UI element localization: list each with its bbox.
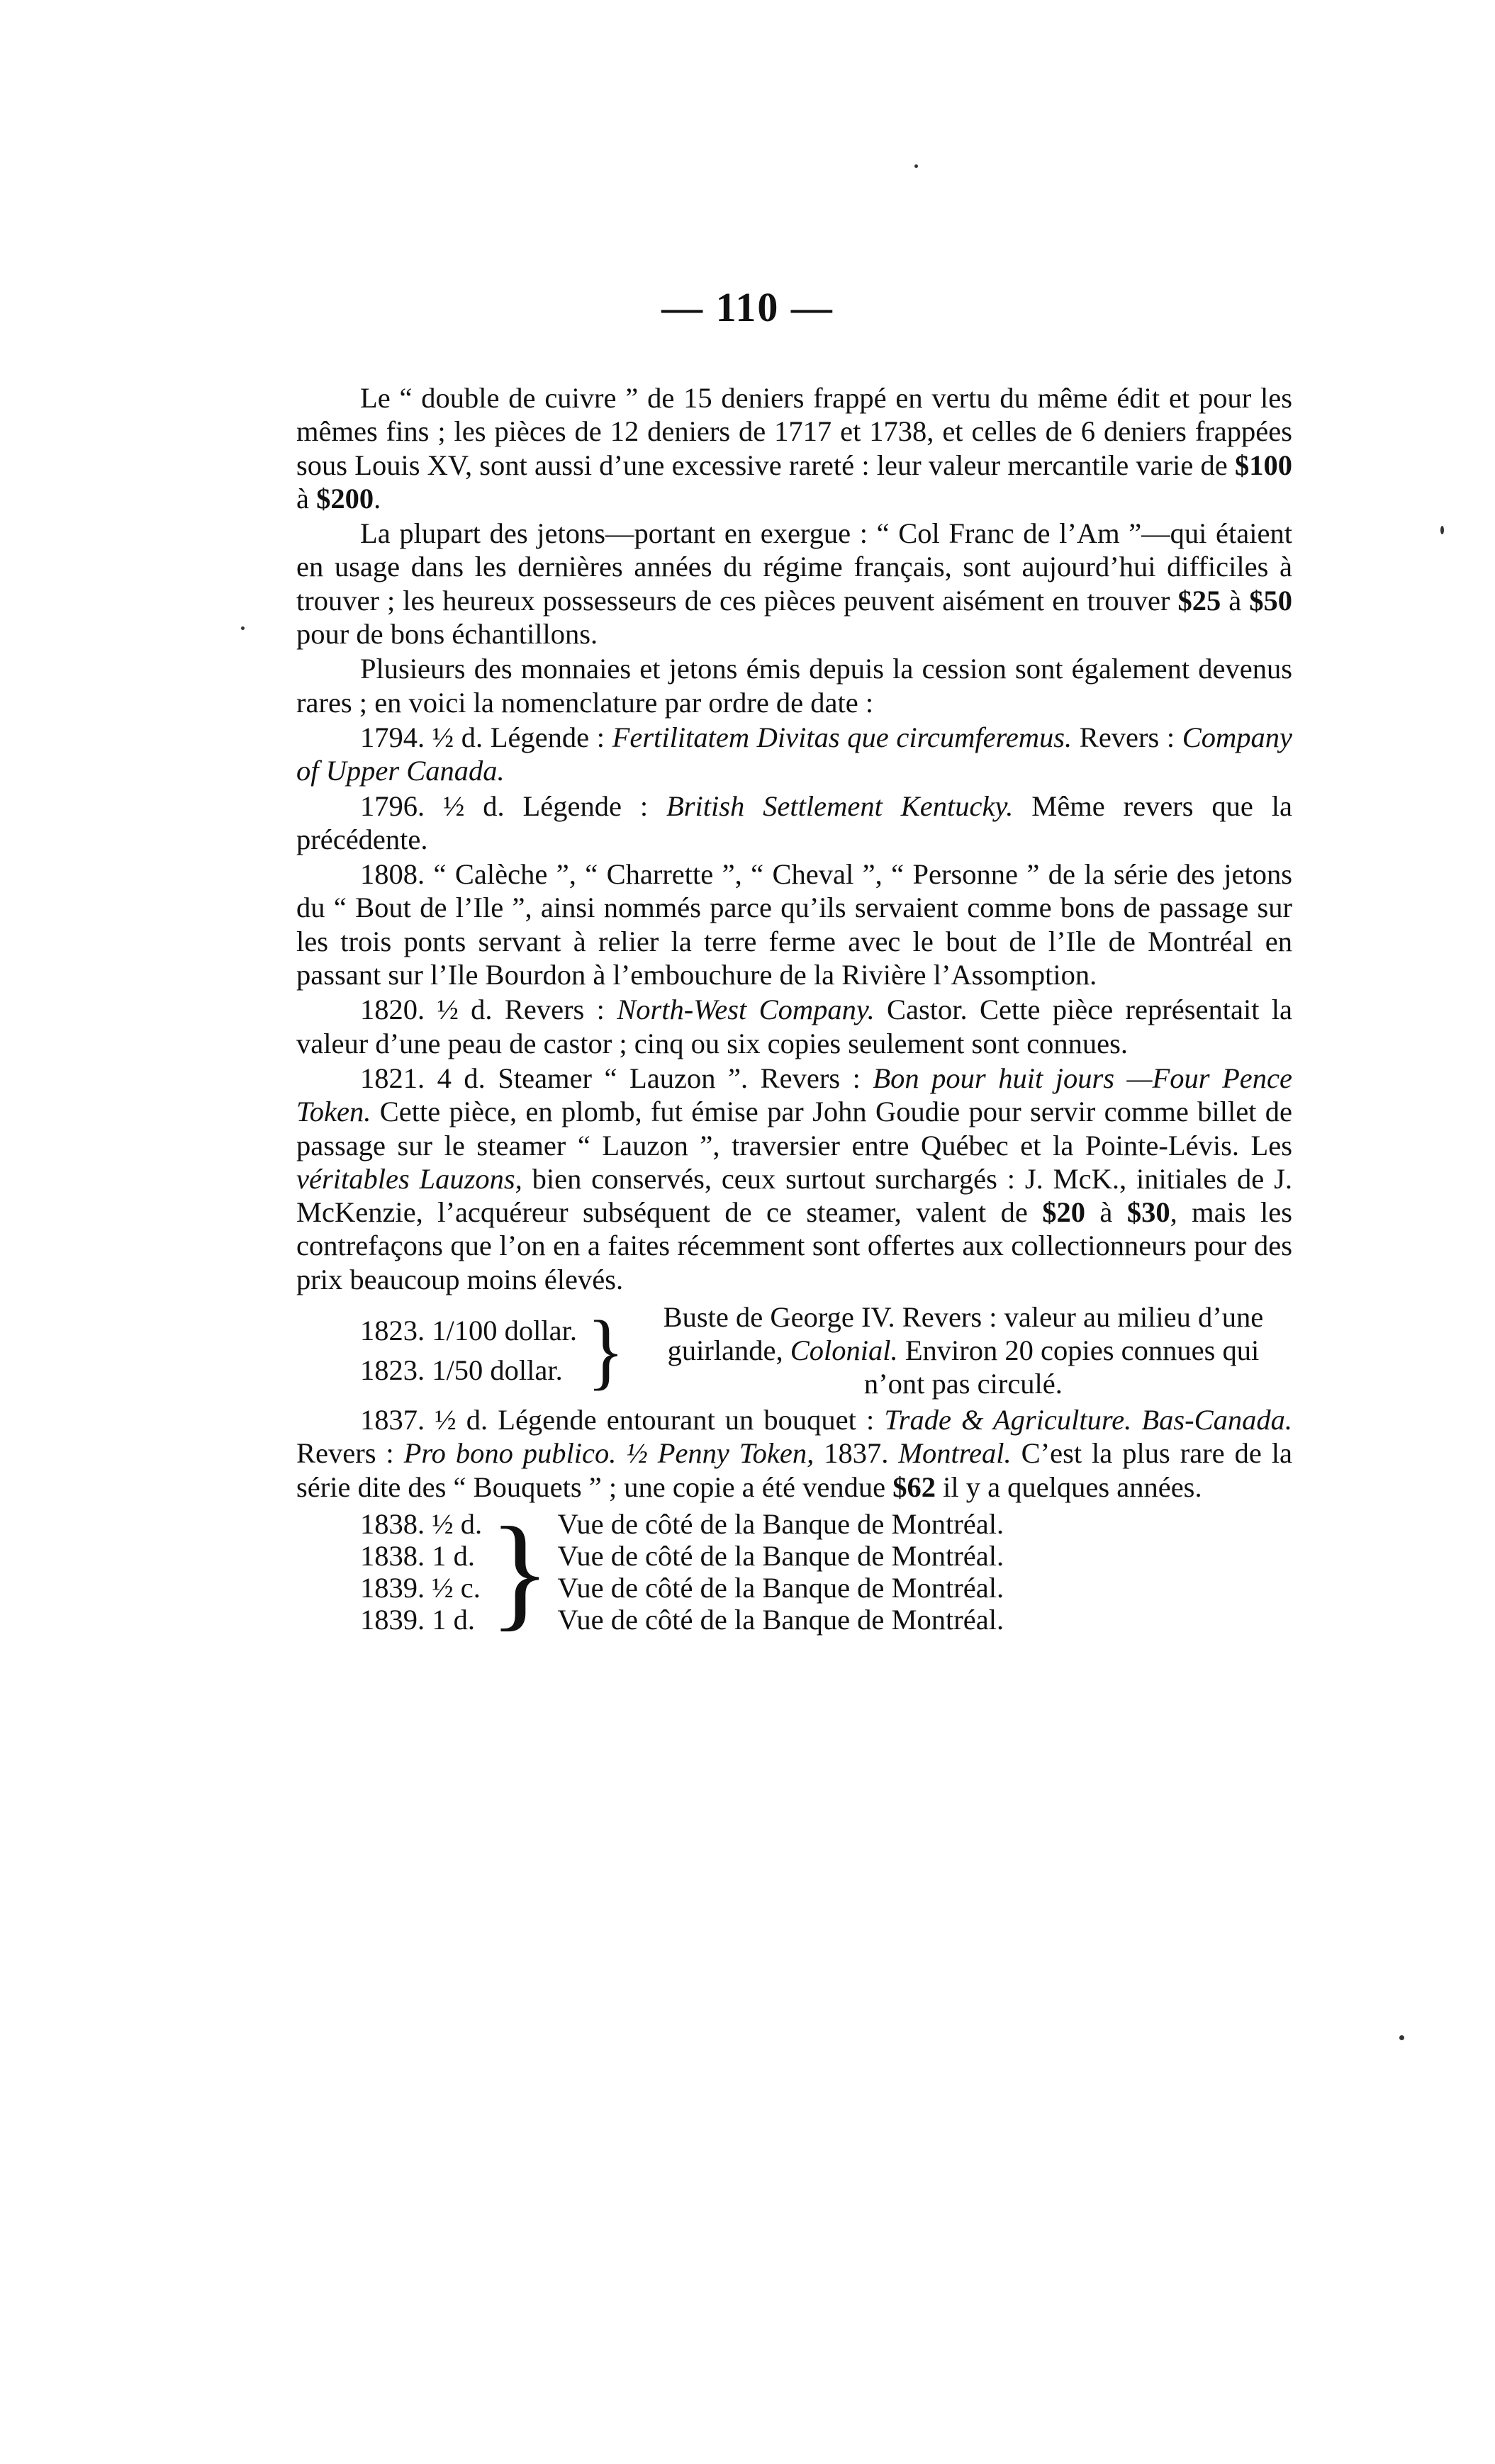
- paragraph-nomenclature-intro: Plusieurs des monnaies et jetons émis depuis la cession sont également devenus rares ; en voici la nomenclature par ordre de date :: [296, 653, 1292, 719]
- bouquet-date: 1839. 1 d.: [360, 1603, 475, 1636]
- ink-speck: [1440, 526, 1444, 534]
- entry-1794: 1794. ½ d. Légende : Fertilitatem Divitas que circumferemus. Revers : Company of Upper Canada.: [296, 721, 1292, 787]
- entry-1820: 1820. ½ d. Revers : North-West Company. Castor. Cette pièce représentait la valeur d’une peau de castor ; cinq ou six copies seulement sont connues.: [296, 994, 1293, 1059]
- bouquets-descriptions: [558, 1508, 1004, 1636]
- paragraph-jetons: La plupart des jetons—portant en exergue : “ Col Franc de l’Am ”—qui étaient en usage dans les dernières années du régime français, sont aujourd’hui difficiles à trouver ; les heureux possesseurs de ces pièces peuvent aisément en trouver $25 à $50 pour de bons échantillons.: [296, 517, 1292, 651]
- paragraph-double-de-cuivre: Le “ double de cuivre ” de 15 deniers frappé en vertu du même édit et pour les mêmes fins ; les pièces de 12 deniers de 1717 et 1738, et celles de 6 deniers frappées sous Louis XV, sont aussi d’une excessive rareté : leur valeur mercantile varie de $100 à $200.: [296, 382, 1292, 514]
- text-column: [296, 381, 1293, 1642]
- bouquet-description: Vue de côté de la Banque de Montréal.: [557, 1539, 1004, 1572]
- bouquet-date: 1838. 1 d.: [360, 1539, 475, 1572]
- bouquet-description: Vue de côté de la Banque de Montréal.: [557, 1507, 1004, 1540]
- bouquet-date: 1838. ½ d.: [360, 1507, 483, 1540]
- entry-1821: 1821. 4 d. Steamer “ Lauzon ”. Revers : Bon pour huit jours —Four Pence Token. Cette pièce, en plomb, fut émise par John Goudie pour servir comme billet de passage sur le steamer “ Lauzon ”, traversier entre Québec et la Pointe-Lévis. Les véritables Lauzons, bien conservés, ceux surtout surchargés : J. McK., initiales de J. McKenzie, l’acquéreur subséquent de ce steamer, valent de $20 à $30, mais les contrefaçons que l’on en a faites récemment sont offertes aux collectionneurs pour des prix beaucoup moins élevés.: [296, 1062, 1292, 1295]
- entry-1823-dates: [296, 1311, 577, 1390]
- brace: }: [489, 1500, 551, 1642]
- bouquets-dates: [296, 1508, 482, 1636]
- page-number: — 110 —: [661, 284, 834, 330]
- ink-speck: [1399, 2035, 1404, 2040]
- entry-1796: 1796. ½ d. Légende : British Settlement Kentucky. Même revers que la précédente.: [296, 789, 1293, 855]
- bouquets-entries: [296, 1500, 1292, 1642]
- bouquet-description: Vue de côté de la Banque de Montréal.: [557, 1571, 1004, 1604]
- entry-1823-line: 1823. 1/50 dollar.: [360, 1354, 563, 1386]
- entry-1808: 1808. “ Calèche ”, “ Charrette ”, “ Cheval ”, “ Personne ” de la série des jetons du “ Bout de l’Ile ”, ainsi nommés parce qu’ils servaient comme bons de passage sur les trois ponts servant à relier la terre ferme avec le bout de l’Ile de Montréal en passant sur l’Ile Bourdon à l’embouchure de la Rivière l’Assomption.: [296, 858, 1292, 991]
- bouquet-date: 1839. ½ c.: [360, 1571, 481, 1604]
- entry-1823: [296, 1300, 1292, 1400]
- ink-speck: [914, 164, 918, 168]
- entry-1823-description: Buste de George IV. Revers : valeur au milieu d’une guirlande, Colonial. Environ 20 copies connues qui n’ont pas circulé.: [663, 1301, 1264, 1400]
- brace: }: [587, 1303, 625, 1398]
- bouquet-description: Vue de côté de la Banque de Montréal.: [557, 1603, 1004, 1636]
- entry-1837: 1837. ½ d. Légende entourant un bouquet : Trade & Agriculture. Bas-Canada. Revers : Pro bono publico. ½ Penny Token, 1837. Montreal. C’est la plus rare de la série dite des “ Bouquets ” ; une copie a été vendue $62 il y a quelques années.: [296, 1404, 1293, 1503]
- ink-speck: [241, 626, 245, 630]
- entry-1823-line: 1823. 1/100 dollar.: [360, 1314, 577, 1346]
